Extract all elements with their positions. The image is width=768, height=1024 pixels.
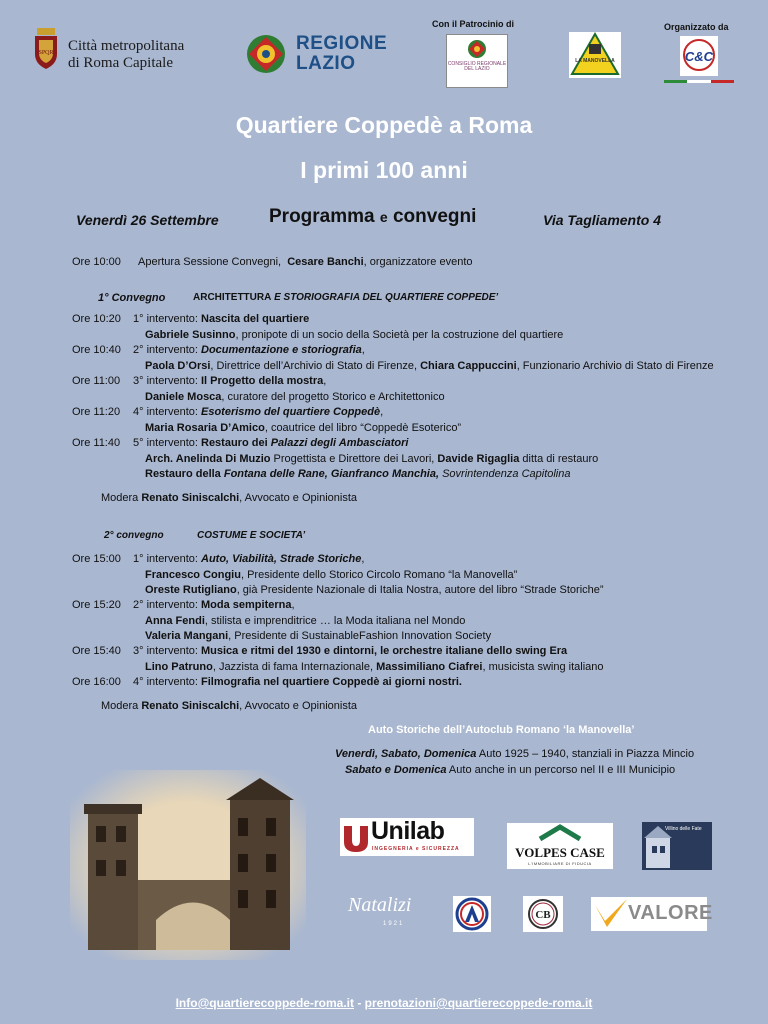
talk-title-line: 4° intervento: Esoterismo del quartiere Coppedè, xyxy=(133,406,384,418)
session1-name: ARCHITETTURA E STORIOGRAFIA DEL QUARTIERE COPPEDE’ xyxy=(193,292,499,303)
session2-number: 2° convegno xyxy=(104,530,164,541)
organizer-logo-text: C&C xyxy=(684,49,714,64)
natalizi-year: 1921 xyxy=(383,921,405,927)
talk-time: Ore 10:20 xyxy=(72,313,121,325)
cb-logo xyxy=(523,896,563,932)
talk-speaker-line: Paola D’Orsi, Direttrice dell’Archivio di Stato di Firenze, Chiara Cappuccini, Funzionario Archivio di Stato di Firenze xyxy=(145,360,714,372)
la-manovella-logo xyxy=(569,32,621,78)
talk-speaker-line: Daniele Mosca, curatore del progetto Storico e Architettonico xyxy=(145,391,445,403)
talk-time: Ore 15:40 xyxy=(72,645,121,657)
session2-name: COSTUME E SOCIETA’ xyxy=(197,530,306,541)
event-subtitle: I primi 100 anni xyxy=(300,157,468,183)
talk-title-line: 1° intervento: Auto, Viabilità, Strade Storiche, xyxy=(133,553,365,565)
volpes-roof-icon xyxy=(507,823,613,845)
talk-speaker-line: Lino Patruno, Jazzista di fama Internazionale, Massimiliano Ciafrei, musicista swing italiano xyxy=(145,661,604,673)
talk-speaker-line: Francesco Congiu, Presidente dello Storico Circolo Romano “la Manovella” xyxy=(145,569,518,581)
autoclub-a-logo-icon xyxy=(453,896,491,932)
svg-text:SPQR: SPQR xyxy=(38,50,54,56)
unilab-tagline: INGEGNERIA e SICUREZZA xyxy=(372,846,460,852)
convegni-word: convegni xyxy=(392,206,477,227)
talk-title-line: 1° intervento: Nascita del quartiere xyxy=(133,313,310,325)
session1-number: 1° Convegno xyxy=(98,292,166,304)
consiglio-regionale-label: CONSIGLIO REGIONALE DEL LAZIO xyxy=(447,61,507,72)
talk-speaker-line: Anna Fendi, stilista e imprenditrice … la Moda italiana nel Mondo xyxy=(145,615,466,627)
talk-speaker-line: Restauro della Fontana delle Rane, Gianfranco Manchia, Sovrintendenza Capitolina xyxy=(145,468,571,480)
auto-storiche-line: Venerdì, Sabato, Domenica Auto 1925 – 1940, stanziali in Piazza Mincio xyxy=(335,748,695,760)
unilab-mark-icon xyxy=(340,818,370,856)
talk-time: Ore 11:00 xyxy=(72,375,121,387)
prenotazioni-email-link[interactable]: prenotazioni@quartierecoppede-roma.it xyxy=(364,996,593,1010)
italian-flag-stripe-icon xyxy=(664,80,734,83)
info-email-link[interactable]: Info@quartierecoppede-roma.it xyxy=(175,996,354,1010)
talk-speaker-line: Valeria Mangani, Presidente di SustainableFashion Innovation Society xyxy=(145,630,492,642)
cb-ring-icon xyxy=(523,896,563,932)
auto-storiche-line: Sabato e Domenica Auto anche in un percorso nel II e III Municipio xyxy=(345,764,676,776)
programma-conjunction: e xyxy=(379,209,388,225)
citta-metropolitana-name: Città metropolitana di Roma Capitale xyxy=(68,38,185,71)
consiglio-emblem-icon xyxy=(447,35,507,61)
roma-capitale-crest-icon xyxy=(33,28,59,70)
talk-speaker-line: Arch. Anelinda Di Muzio Progettista e Direttore dei Lavori, Davide Rigaglia ditta di restauro xyxy=(145,453,599,465)
natalizi-logo: Natalizi xyxy=(348,894,412,916)
event-title: Quartiere Coppedè a Roma xyxy=(235,112,533,138)
patrocinio-title: Con il Patrocinio di xyxy=(432,19,515,29)
talk-time: Ore 11:40 xyxy=(72,437,121,449)
opening-time: Ore 10:00 xyxy=(72,256,121,268)
session1-moderator: Modera Renato Siniscalchi, Avvocato e Opinionista xyxy=(101,492,357,504)
opening-line: Apertura Sessione Convegni, Cesare Banchi, organizzatore evento xyxy=(138,256,473,268)
talk-time: Ore 15:20 xyxy=(72,599,121,611)
talk-title-line: 2° intervento: Documentazione e storiografia, xyxy=(133,344,365,356)
talk-title-line: 2° intervento: Moda sempiterna, xyxy=(133,599,295,611)
programma-heading xyxy=(269,206,476,228)
session2-moderator: Modera Renato Siniscalchi, Avvocato e Opinionista xyxy=(101,700,357,712)
volpes-case-tagline: L'IMMOBILIARE DI FIDUCIA xyxy=(528,861,592,866)
talk-time: Ore 10:40 xyxy=(72,344,121,356)
talk-title-line: 5° intervento: Restauro dei Palazzi degli Ambasciatori xyxy=(133,437,409,449)
talk-speaker-line: Maria Rosaria D’Amico, coautrice del libro “Coppedè Esoterico” xyxy=(145,422,462,434)
talk-title-line: 3° intervento: Musica e ritmi del 1930 e dintorni, le orchestre italiane dello swing Era xyxy=(133,645,568,657)
auto-storiche-title: Auto Storiche dell’Autoclub Romano ‘la Manovella’ xyxy=(368,724,635,736)
talk-time: Ore 15:00 xyxy=(72,553,121,565)
cb-text: CB xyxy=(535,909,551,921)
talk-title-line: 3° intervento: Il Progetto della mostra, xyxy=(133,375,327,387)
event-date: Venerdì 26 Settembre xyxy=(76,212,219,228)
talk-time: Ore 11:20 xyxy=(72,406,121,418)
event-venue: Via Tagliamento 4 xyxy=(543,212,661,228)
villino-delle-fate-name: Villino delle Fate xyxy=(665,826,702,832)
talk-time: Ore 16:00 xyxy=(72,676,121,688)
talk-title-line: 4° intervento: Filmografia nel quartiere Coppedè ai giorni nostri. xyxy=(133,676,462,688)
valore-check-icon xyxy=(591,897,631,931)
talk-speaker-line: Gabriele Susinno, pronipote di un socio della Società per la costruzione del quartiere xyxy=(145,329,564,341)
contact-footer: Info@quartierecoppede-roma.it - prenotazioni@quartierecoppede-roma.it xyxy=(175,996,593,1010)
manovella-badge-icon xyxy=(569,32,621,78)
valore-name: VALORE xyxy=(628,902,713,924)
unilab-name: Unilab xyxy=(371,817,445,845)
regione-lazio-emblem-icon xyxy=(246,34,286,74)
la-manovella-label: LA MANOVELLA xyxy=(575,58,615,64)
programma-word: Programma xyxy=(269,206,375,227)
organizzato-title: Organizzato da xyxy=(664,22,729,32)
coppede-building-photo xyxy=(70,770,306,960)
talk-speaker-line: Oreste Rutigliano, già Presidente Nazionale di Italia Nostra, autore del libro “Strade Storiche” xyxy=(145,584,604,596)
regione-lazio-name: REGIONE LAZIO xyxy=(296,33,388,74)
volpes-case-name: VOLPES CASE xyxy=(515,845,605,860)
